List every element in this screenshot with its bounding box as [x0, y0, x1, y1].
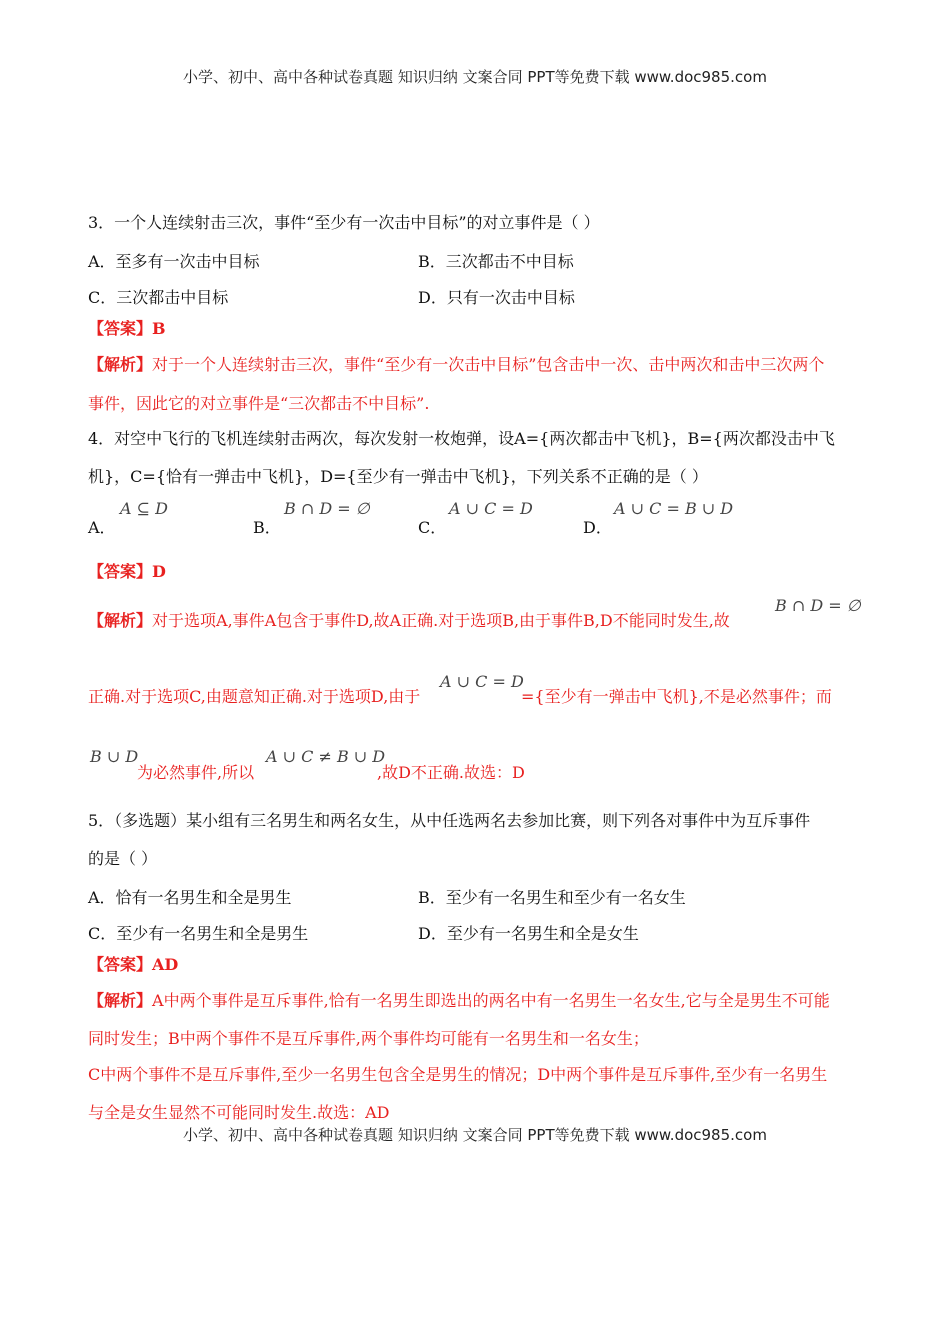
- q4-stem-line2: 机}，C={恰有一弹击中飞机}，D={至少有一弹击中飞机}，下列关系不正确的是（ ）: [88, 467, 708, 486]
- q5-analysis-line4: 与全是女生显然不可能同时发生.故选：AD: [88, 1103, 390, 1122]
- q4-analysis-math3: B ∪ D: [90, 747, 139, 766]
- q4-option-b-math: B ∩ D = ∅: [284, 499, 370, 518]
- q4-option-c-letter: C．: [418, 518, 447, 537]
- q3-answer: [88, 319, 166, 339]
- q3-analysis-line2: 事件，因此它的对立事件是“三次都击不中目标”.: [88, 394, 430, 413]
- q3-option-d: D．只有一次击中目标: [418, 288, 575, 307]
- q5-option-c: C．至少有一名男生和全是男生: [88, 924, 309, 943]
- q4-option-a-letter: A．: [88, 518, 116, 537]
- q4-analysis-line2a: 正确.对于选项C,由题意知正确.对于选项D,由于: [88, 687, 421, 706]
- answer-label: 【答案】: [88, 955, 153, 974]
- q4-answer: [88, 562, 166, 582]
- q4-analysis-line3b: ,故D不正确.故选：D: [377, 763, 525, 782]
- answer-label: 【答案】: [88, 319, 153, 338]
- q3-stem: 3．一个人连续射击三次，事件“至少有一次击中目标”的对立事件是（ ）: [88, 213, 600, 232]
- q5-analysis-line3: C中两个事件不是互斥事件,至少一名男生包含全是男生的情况；D中两个事件是互斥事件,至少有一名男生: [88, 1065, 828, 1084]
- q4-analysis-line1: 【解析】对于选项A,事件A包含于事件D,故A正确.对于选项B,由于事件B,D不能同时发生,故: [88, 611, 730, 630]
- q3-option-a: A．至多有一次击中目标: [88, 252, 260, 271]
- analysis-label: 【解析】: [88, 611, 153, 630]
- q5-option-a: A．恰有一名男生和全是男生: [88, 888, 292, 907]
- page-footer: 小学、初中、高中各种试卷真题 知识归纳 文案合同 PPT等免费下载 www.doc985.com: [183, 1126, 767, 1144]
- q5-option-b: B．至少有一名男生和至少有一名女生: [418, 888, 686, 907]
- q5-answer: [88, 955, 178, 975]
- q4-option-c-math: A ∪ C = D: [449, 499, 533, 518]
- q4-analysis-line3a: 为必然事件,所以: [137, 763, 255, 782]
- q3-option-b: B．三次都击不中目标: [418, 252, 574, 271]
- analysis-label: 【解析】: [88, 991, 153, 1010]
- analysis-label: 【解析】: [88, 355, 153, 374]
- q4-stem-line1: 4．对空中飞行的飞机连续射击两次，每次发射一枚炮弹，设A={两次都击中飞机}，B={两次都没击中飞: [88, 429, 835, 448]
- q4-option-d-math: A ∪ C = B ∪ D: [614, 499, 734, 518]
- q3-analysis-line1: 【解析】对于一个人连续射击三次，事件“至少有一次击中目标”包含击中一次、击中两次和击中三次两个: [88, 355, 825, 374]
- q4-option-d-letter: D．: [583, 518, 612, 537]
- q5-stem-line1: 5．（多选题）某小组有三名男生和两名女生，从中任选两名去参加比赛，则下列各对事件中为互斥事件: [88, 811, 811, 830]
- q5-analysis-line2: 同时发生；B中两个事件不是互斥事件,两个事件均可能有一名男生和一名女生；: [88, 1029, 649, 1048]
- q5-stem-line2: 的是（ ）: [88, 849, 158, 868]
- q4-analysis-line2b: ={至少有一弹击中飞机},不是必然事件；而: [521, 687, 832, 706]
- q5-option-d: D．至少有一名男生和全是女生: [418, 924, 639, 943]
- answer-value: B: [152, 319, 166, 338]
- q4-option-a-math: A ⊆ D: [120, 499, 168, 518]
- page-header: 小学、初中、高中各种试卷真题 知识归纳 文案合同 PPT等免费下载 www.doc985.com: [183, 68, 767, 86]
- q4-analysis-math2: A ∪ C = D: [440, 672, 524, 691]
- q4-option-b-letter: B．: [253, 518, 281, 537]
- answer-label: 【答案】: [88, 562, 153, 581]
- answer-value: AD: [152, 955, 179, 974]
- q3-option-c: C．三次都击中目标: [88, 288, 229, 307]
- q5-analysis-line1: 【解析】A中两个事件是互斥事件,恰有一名男生即选出的两名中有一名男生一名女生,它与全是男生不可能: [88, 991, 830, 1010]
- q4-analysis-math1: B ∩ D = ∅: [775, 596, 861, 615]
- answer-value: D: [152, 562, 166, 581]
- q4-analysis-math4: A ∪ C ≠ B ∪ D: [266, 747, 386, 766]
